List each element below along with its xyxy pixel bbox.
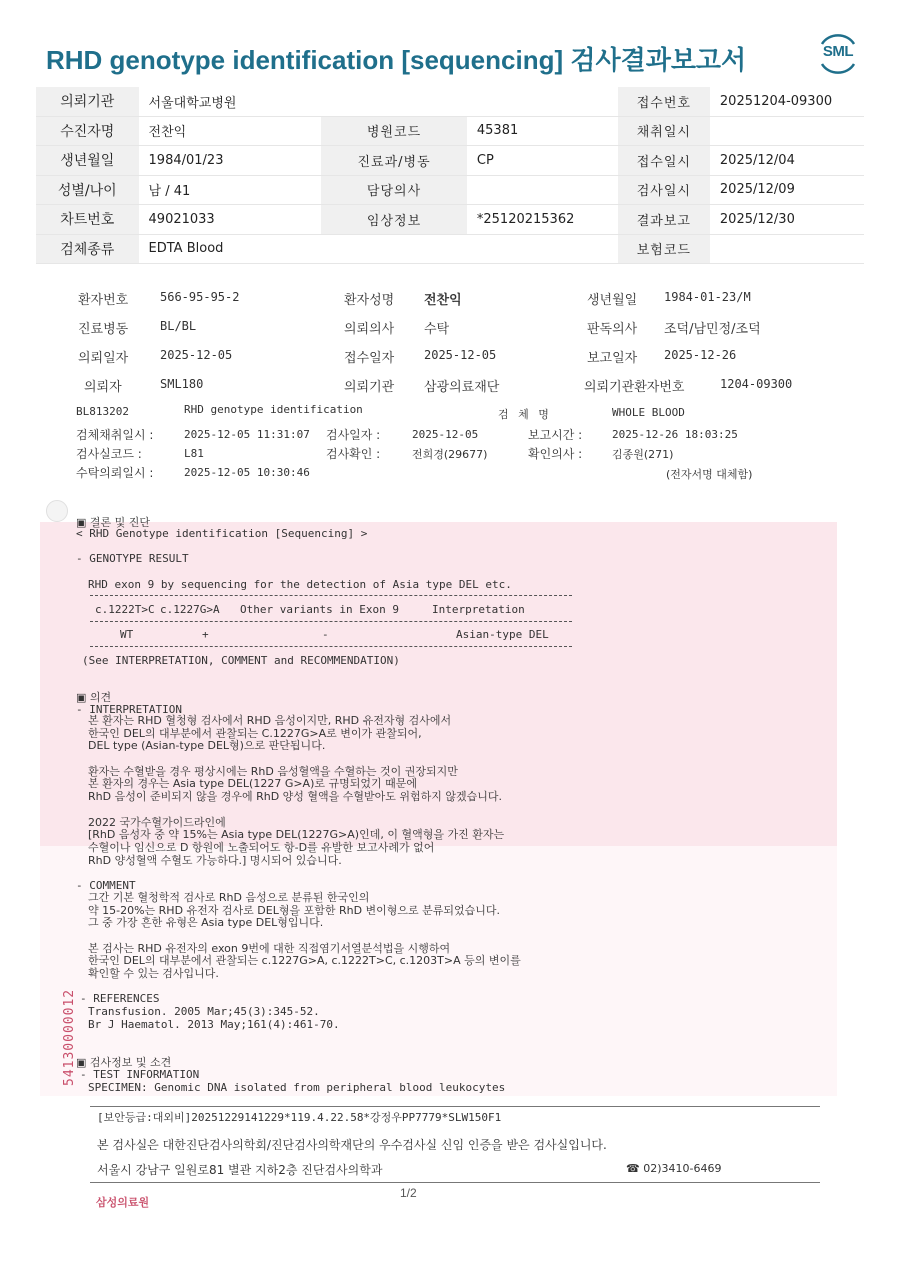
logo-text: SML [822,43,854,60]
req-org: 삼광의료재단 [424,380,500,395]
security-line: [보안등급:대외비]20251229141229*119.4.22.58*강정우PP7779*SLW150F1 [97,1111,502,1124]
patient-id-label: 환자번호 [78,293,129,308]
header-label: 생년월일 [36,146,139,176]
val-other: - [322,628,329,641]
header-value: EDTA Blood [139,234,322,264]
dash-line [90,646,572,647]
header-label: 보험코드 [618,234,710,264]
header-label: 결과보고 [618,205,710,235]
interpretation-line [88,753,504,766]
testdate-label: 검사일자 : [326,428,381,442]
header-value: 49021033 [139,205,322,235]
comment-line: 약 15-20%는 RHD 유전자 검사로 DEL형을 포함한 RhD 변이형으로 분류되었습니다. [88,903,501,917]
header-label: 검사일시 [618,175,710,205]
opinion-head: ▣ 의견 [76,691,112,704]
spec-label: 검 체 명 [498,408,552,421]
header-value: 20251204-09300 [710,87,864,116]
comment-line: 확인할 수 있는 검사입니다. [88,967,219,981]
interpretation-line: 본 환자의 경우는 Asia type DEL(1227 G>A)로 규명되었기 때문에 [88,777,418,791]
header-label: 수진자명 [36,116,139,146]
header-value: 1984/01/23 [139,146,322,176]
col-c1222: c.1222T>C [95,603,155,616]
dash-line [90,621,572,622]
collect-label: 검체채취일시 : [76,428,154,442]
side-serial-number: 54130000012 [62,988,77,1086]
ref-1: Transfusion. 2005 Mar;45(3):345-52. [88,1005,320,1018]
read-doc-label: 판독의사 [587,322,638,337]
header-row [36,87,864,116]
val-c1227: + [202,628,209,641]
page-number: 1/2 [400,1186,417,1200]
read-doc: 조덕/남민정/조덕 [664,322,761,337]
confirm-label: 검사확인 : [326,447,381,461]
header-value [467,175,618,205]
lab-label: 검사실코드 : [76,447,142,461]
patient-id: 566-95-95-2 [160,290,240,304]
comment-line: 한국인 DEL의 대부분에서 관찰되는 c.1227G>A, c.1222T>C, c.1203T>A 등의 변이를 [88,954,521,968]
interpretation-line: 2022 국가수혈가이드라인에 [88,815,226,829]
header-label: 임상정보 [321,205,467,235]
header-value: 전찬익 [139,116,322,146]
header-label: 병원코드 [321,116,467,146]
rep-date-label: 보고일자 [587,351,638,366]
patient-name-label: 환자성명 [344,293,395,308]
genotype-desc: RHD exon 9 by sequencing for the detection of Asia type DEL etc. [88,578,512,591]
header-row [36,175,864,205]
cert-line: 본 검사실은 대한진단검사의학회/진단검사의학재단의 우수검사실 신임 인증을 받은 검사실입니다. [97,1138,607,1152]
header-label [321,87,467,116]
spec: WHOLE BLOOD [612,406,685,419]
see-note: (See INTERPRETATION, COMMENT and RECOMMENDATION) [82,654,400,667]
header-value [467,87,618,116]
phone-line: ☎ 02)3410-6469 [626,1162,722,1175]
sml-logo [816,34,860,74]
ref-head: - REFERENCES [80,992,160,1005]
specimen: SPECIMEN: Genomic DNA isolated from peripheral blood leukocytes [88,1081,506,1094]
header-value: CP [467,146,618,176]
genotype-head: - GENOTYPE RESULT [76,552,189,565]
requester: SML180 [160,377,204,391]
patient-name: 전찬익 [424,293,462,308]
req-date-label: 의뢰일자 [78,351,129,366]
interpretation-line [88,804,504,817]
header-row [36,116,864,146]
header-value [467,234,618,264]
comment-line: 본 검사는 RHD 유전자의 exon 9번에 대한 직접염기서열분석법을 시행하여 [88,941,451,955]
header-label: 접수번호 [618,87,710,116]
header-row [36,146,864,176]
header-value: 2025/12/04 [710,146,864,176]
org-pt-label: 의뢰기관환자번호 [584,380,685,395]
header-label: 채취일시 [618,116,710,146]
header-value: 남 / 41 [139,175,322,205]
comment-line [88,930,521,943]
interpretation-line: DEL type (Asian-type DEL형)으로 판단됩니다. [88,739,326,753]
ref-2: Br J Haematol. 2013 May;161(4):461-70. [88,1018,340,1031]
header-label: 접수일시 [618,146,710,176]
req-org-label: 의뢰기관 [344,380,395,395]
val-c1222: WT [120,628,134,641]
reporttime: 2025-12-26 18:03:25 [612,428,738,441]
confirm: 전희경(29677) [412,448,488,461]
req-date: 2025-12-05 [160,348,233,362]
dash-line [90,595,572,596]
header-label [321,234,467,264]
rcv-date: 2025-12-05 [424,348,497,362]
reporttime-label: 보고시간 : [528,428,583,442]
interpretation-line: RhD 음성이 준비되지 않을 경우에 RhD 양성 혈액을 수혈받아도 위험하지 않겠습니다. [88,790,503,804]
col-c1227: c.1227G>A [160,603,220,616]
comment-block [88,892,521,981]
ward-label: 진료병동 [78,322,129,337]
interpretation-line: [RhD 음성자 중 약 15%는 Asia type DEL(1227G>A)인데, 이 혈액형을 가진 환자는 [88,828,505,842]
address-line: 서울시 강남구 일원로81 별관 지하2층 진단검사의학과 [97,1163,383,1177]
interpretation-line: 수혈이나 임신으로 D 항원에 노출되어도 항-D를 유발한 보고사례가 없어 [88,840,435,854]
header-label: 성별/나이 [36,175,139,205]
header-value: 2025/12/30 [710,205,864,235]
test-info-head: - TEST INFORMATION [80,1068,200,1081]
interpretation-line: 본 환자는 RHD 혈청형 검사에서 RHD 음성이지만, RHD 유전자형 검사에서 [88,714,452,727]
hospital-logo-text: 삼성의료원 [96,1196,150,1209]
interpretation-block [88,715,504,867]
header-value: 2025/12/09 [710,175,864,205]
testdate: 2025-12-05 [412,428,479,441]
binder-hole [46,500,68,522]
header-label: 차트번호 [36,205,139,235]
req-doc-label: 의뢰의사 [344,322,395,337]
rcv-date-label: 접수일자 [344,351,395,366]
header-label: 진료과/병동 [321,146,467,176]
info-head: ▣ 검사정보 및 소견 [76,1056,172,1069]
test-name: RHD genotype identification [184,403,363,416]
collect: 2025-12-05 11:31:07 [184,428,310,441]
col-interp: Interpretation [432,603,525,616]
conclusion-sub: < RHD Genotype identification [Sequencing] > [76,527,368,540]
reqtime-label: 수탁의뢰일시 : [76,466,154,480]
conclusion-head: ▣ 결론 및 진단 [76,516,151,529]
test-code: BL813202 [76,405,129,418]
req-doc: 수탁 [424,322,450,337]
confirmdoc-label: 확인의사 : [528,447,583,461]
confirmdoc: 김종원(271) [612,448,674,461]
header-value: 45381 [467,116,618,146]
interp-head: - INTERPRETATION [76,703,182,716]
reqtime: 2025-12-05 10:30:46 [184,466,310,479]
comment-line: 그 중 가장 흔한 유형은 Asia type DEL형입니다. [88,916,324,930]
ward: BL/BL [160,319,197,333]
header-value [710,116,864,146]
footer-rule-bottom [90,1182,820,1183]
header-value [710,234,864,264]
interpretation-line: 환자는 수혈받을 경우 평상시에는 RhD 음성혈액을 수혈하는 것이 권장되지만 [88,764,458,778]
interpretation-line: 한국인 DEL의 대부분에서 관찰되는 C.1227G>A로 변이가 관찰되어, [88,726,422,740]
patient-dob-label: 생년월일 [587,293,638,308]
header-info-table [36,87,864,264]
requester-label: 의뢰자 [84,380,122,395]
comment-head: - COMMENT [76,879,136,892]
patient-dob: 1984-01-23/M [664,290,751,304]
interpretation-line: RhD 양성혈액 수혈도 가능하다.] 명시되어 있습니다. [88,853,342,867]
header-value: *25120215362 [467,205,618,235]
header-value: 서울대학교병원 [139,87,322,116]
rep-date: 2025-12-26 [664,348,737,362]
report-title: RHD genotype identification [sequencing] 검사결과보고서 [46,45,747,75]
header-label: 검체종류 [36,234,139,264]
header-row [36,205,864,235]
footer-rule [90,1106,820,1107]
header-label: 담당의사 [321,175,467,205]
lab: L81 [184,447,204,460]
col-other: Other variants in Exon 9 [240,603,399,616]
org-pt: 1204-09300 [720,377,793,391]
header-row [36,234,864,264]
comment-line: 그간 기본 혈청학적 검사로 RhD 음성으로 분류된 한국인의 [88,891,370,904]
esign: (전자서명 대체함) [666,468,753,481]
header-label: 의뢰기관 [36,87,139,116]
val-interp: Asian-type DEL [456,628,549,641]
